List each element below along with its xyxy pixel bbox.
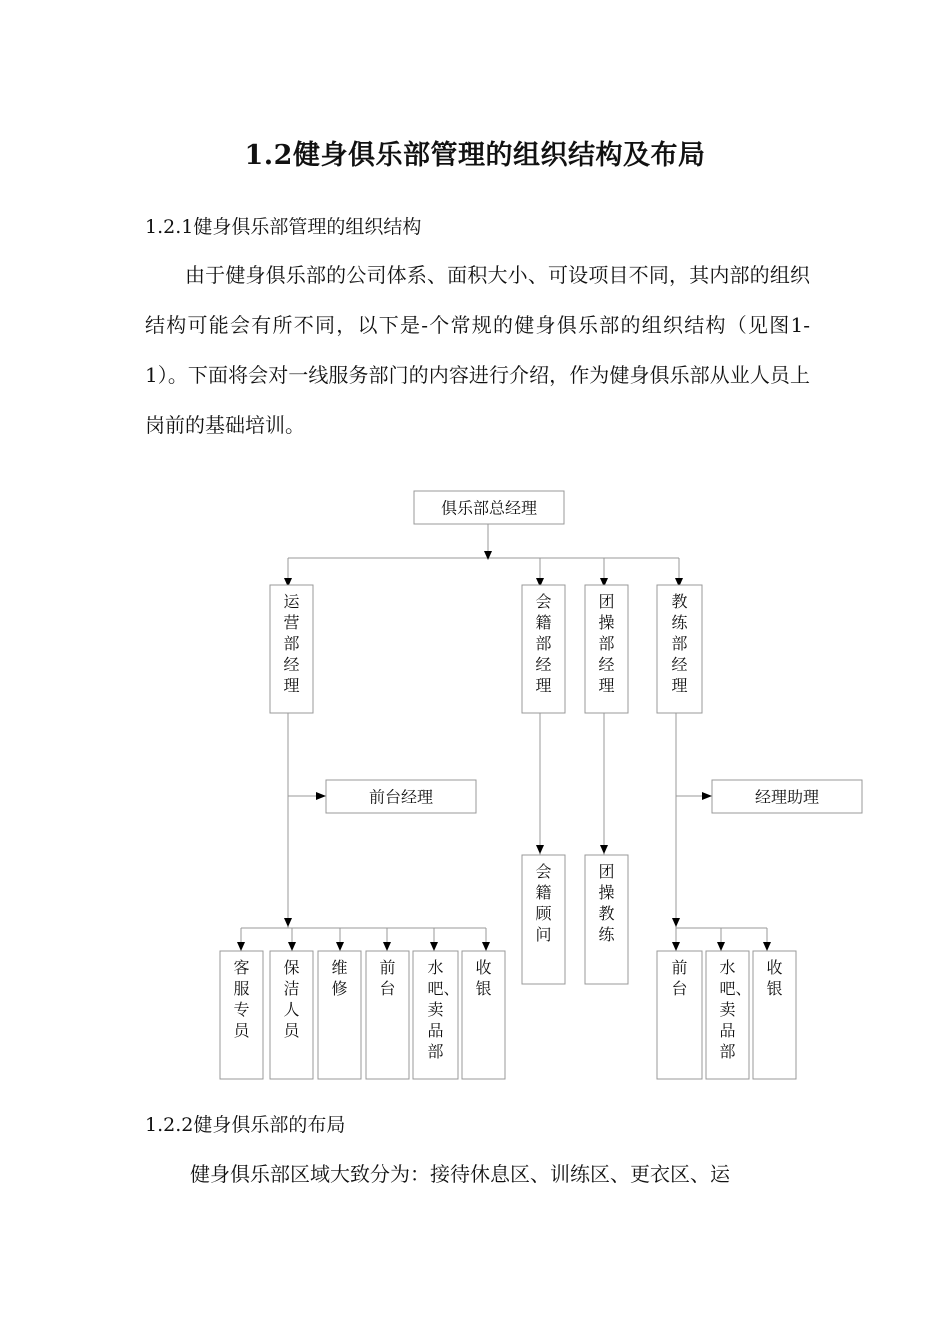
org-node-label-gm: 俱乐部总经理 [440,498,538,518]
section-heading-layout: 1.2.2健身俱乐部的布局 [145,1114,346,1136]
page-title: 1.2健身俱乐部管理的组织结构及布局 [244,140,706,171]
org-node-label-group: 团操部经理 [598,592,615,695]
org-node-label-membership: 会籍部经理 [535,592,552,695]
org-node-label-front2: 前台 [671,958,688,998]
org-node-label-front1: 前台 [379,958,396,998]
org-node-label-consultant: 会籍顾问 [535,862,552,944]
org-node-label-cash1: 收银 [475,958,492,998]
org-node-label-ops: 运营部经理 [283,592,300,695]
org-node-label-front_mgr: 前台经理 [368,787,434,807]
org-node-label-coach: 教练部经理 [671,592,688,695]
org-node-label-bar1: 水吧、卖品部 [427,958,460,1061]
section-paragraph-org-structure: 由于健身俱乐部的公司体系、面积大小、可设项目不同，其内部的组织结构可能会有所不同，以下是-个常规的健身俱乐部的组织结构（见图1-1）。下面将会对一线服务部门的内容进行介绍，作为健身俱乐部从业人员上岗前的基础培训。 [145,263,810,437]
org-node-label-cs: 客服专员 [233,958,250,1040]
section-paragraph-layout: 健身俱乐部区域大致分为：接待休息区、训练区、更衣区、运 [190,1162,730,1186]
org-node-label-asst_mgr: 经理助理 [754,787,820,807]
org-node-label-repair: 维修 [331,958,348,998]
org-node-label-clean: 保洁人员 [283,958,300,1040]
org-node-label-group_coach: 团操教练 [598,862,615,944]
org-node-label-cash2: 收银 [766,958,783,998]
section-heading-org-structure: 1.2.1健身俱乐部管理的组织结构 [145,216,422,238]
org-node-label-bar2: 水吧、卖品部 [719,958,752,1061]
